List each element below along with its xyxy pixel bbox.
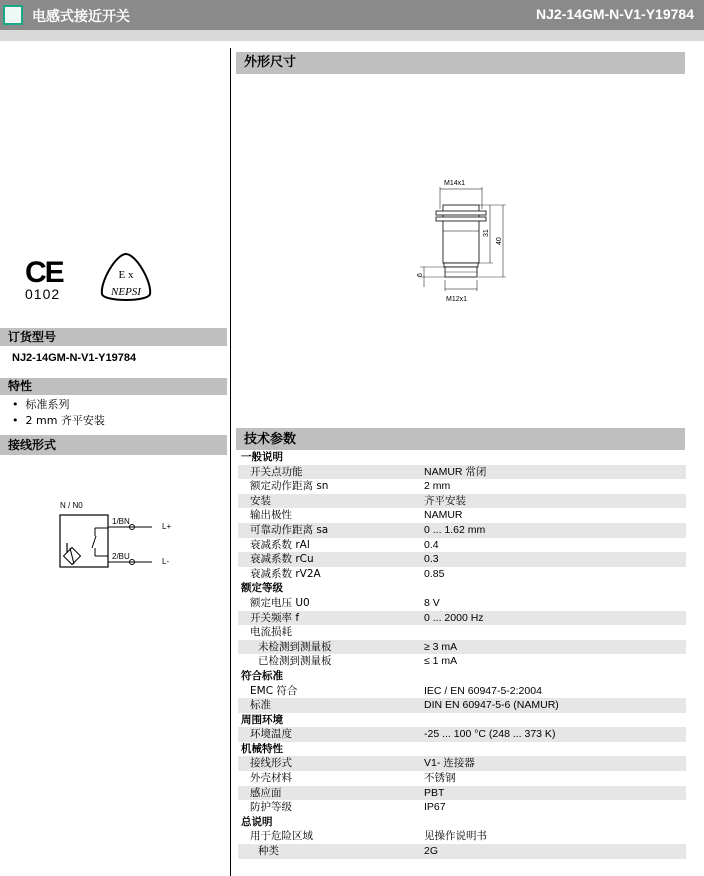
spec-value: NAMUR 常闭 xyxy=(424,465,487,478)
spec-section-label: 一般说明 xyxy=(241,451,283,463)
spec-row xyxy=(238,844,686,859)
order-heading: 订货型号 xyxy=(0,328,227,346)
order-number: NJ2-14GM-N-V1-Y19784 xyxy=(12,352,137,364)
spec-label: 开关点功能 xyxy=(250,465,303,478)
dim-6-label: 6 xyxy=(417,273,424,277)
pin1-label: 1/BN xyxy=(112,517,130,526)
spec-section-header xyxy=(238,713,686,728)
spec-label: 标准 xyxy=(250,699,271,712)
spec-row xyxy=(238,800,686,815)
spec-row xyxy=(238,567,686,582)
ce-mark xyxy=(25,258,63,302)
spec-section-label: 符合标准 xyxy=(241,669,283,682)
spec-label: 额定电压 U0 xyxy=(250,596,310,609)
spec-value: 0 ... 1.62 mm xyxy=(424,523,486,536)
feature-item: • 2 mm 齐平安装 xyxy=(12,414,105,427)
spec-label: 衰减系数 rCu xyxy=(250,553,314,566)
ex-label: E x xyxy=(118,269,134,281)
spec-label: 衰减系数 rAl xyxy=(250,538,310,551)
spec-value: 0 ... 2000 Hz xyxy=(424,611,484,624)
spec-value: V1- 连接器 xyxy=(424,757,475,770)
spec-value: 0.3 xyxy=(424,553,439,566)
spec-value: ≤ 1 mA xyxy=(424,655,458,668)
dimension-drawing xyxy=(400,175,520,315)
feature-item: • 标准系列 xyxy=(12,398,70,411)
spec-value: NAMUR xyxy=(424,509,463,522)
spec-value: 8 V xyxy=(424,596,440,609)
spec-value: ≥ 3 mA xyxy=(424,640,458,653)
spec-value: -25 ... 100 °C (248 ... 373 K) xyxy=(424,728,556,741)
spec-value: IEC / EN 60947-5-2:2004 xyxy=(424,684,542,697)
wiring-heading: 接线形式 xyxy=(0,435,227,455)
spec-label: 防护等级 xyxy=(250,801,292,814)
bottom-thread-label: M12x1 xyxy=(446,296,468,303)
spec-row xyxy=(238,596,686,611)
feature-item-text: 标准系列 xyxy=(25,398,70,411)
spec-row xyxy=(238,552,686,567)
spec-section-label: 机械特性 xyxy=(241,742,283,755)
spec-row xyxy=(238,640,686,655)
spec-row xyxy=(238,771,686,786)
spec-label: 感应面 xyxy=(250,786,282,799)
spec-row xyxy=(238,508,686,523)
spec-row xyxy=(238,698,686,713)
spec-label: 环境温度 xyxy=(250,728,292,741)
spec-section-header xyxy=(238,742,686,757)
spec-label: 额定动作距离 sn xyxy=(250,480,329,493)
page-title: 电感式接近开关 xyxy=(32,9,130,25)
nepsi-label: NEPSI xyxy=(111,286,141,298)
spec-row xyxy=(238,727,686,742)
wiring-top-label: N / N0 xyxy=(60,501,83,510)
spec-row xyxy=(238,625,686,640)
spec-row xyxy=(238,523,686,538)
spec-row xyxy=(238,479,686,494)
feature-item-text: 2 mm 齐平安装 xyxy=(25,414,105,427)
spec-section-header xyxy=(238,450,686,465)
model-title: NJ2-14GM-N-V1-Y19784 xyxy=(536,6,694,22)
spec-section-label: 额定等级 xyxy=(241,582,283,595)
features-heading: 特性 xyxy=(0,378,227,395)
spec-row xyxy=(238,538,686,553)
nepsi-ex-icon xyxy=(96,250,156,306)
spec-section-header xyxy=(238,815,686,830)
spec-label: 接线形式 xyxy=(250,757,292,770)
top-thread-label: M14x1 xyxy=(444,180,466,187)
spec-value: 见操作说明书 xyxy=(424,830,487,843)
spec-section-label: 总说明 xyxy=(241,815,273,828)
spec-row xyxy=(238,494,686,509)
spec-row xyxy=(238,465,686,480)
spec-table xyxy=(238,450,686,859)
spec-label: 输出极性 xyxy=(250,509,292,522)
spec-label: 安装 xyxy=(250,494,271,507)
l-minus-label: L- xyxy=(162,557,170,566)
spec-value: 0.4 xyxy=(424,538,439,551)
spec-label: 电流损耗 xyxy=(250,626,292,639)
spec-value: IP67 xyxy=(424,801,446,814)
ce-symbol: CE xyxy=(25,256,63,289)
column-divider xyxy=(230,48,231,876)
dim-31-label: 31 xyxy=(483,229,490,237)
spec-value: 2 mm xyxy=(424,480,451,493)
spec-row xyxy=(238,611,686,626)
spec-label: 开关频率 f xyxy=(250,611,300,624)
spec-label: 已检测到测量板 xyxy=(258,655,332,668)
spec-row xyxy=(238,684,686,699)
ce-number: 0102 xyxy=(25,286,61,302)
specs-heading: 技术参数 xyxy=(236,428,685,450)
dimensions-heading: 外形尺寸 xyxy=(236,52,685,74)
spec-value: DIN EN 60947-5-6 (NAMUR) xyxy=(424,699,559,712)
spec-label: 未检测到测量板 xyxy=(258,640,332,653)
spec-value: PBT xyxy=(424,786,445,799)
l-plus-label: L+ xyxy=(162,522,172,531)
brand-square-icon xyxy=(3,5,23,25)
wiring-diagram xyxy=(40,498,190,578)
spec-row xyxy=(238,654,686,669)
spec-value: 不锈钢 xyxy=(424,772,456,785)
spec-label: 衰减系数 rV2A xyxy=(250,567,321,580)
spec-row xyxy=(238,829,686,844)
spec-row xyxy=(238,756,686,771)
spec-value: 2G xyxy=(424,845,439,858)
spec-row xyxy=(238,786,686,801)
spec-section-header xyxy=(238,581,686,596)
spec-label: EMC 符合 xyxy=(250,684,298,697)
pin2-label: 2/BU xyxy=(112,552,130,561)
spec-section-header xyxy=(238,669,686,684)
spec-label: 外壳材料 xyxy=(250,772,292,785)
spec-value: 0.85 xyxy=(424,567,445,580)
dim-40-label: 40 xyxy=(496,237,503,245)
spec-section-label: 周围环境 xyxy=(241,713,283,726)
title-band xyxy=(0,30,704,41)
spec-label: 可靠动作距离 sa xyxy=(250,523,329,536)
spec-label: 用于危险区域 xyxy=(250,830,313,843)
title-bar xyxy=(0,0,704,30)
spec-value: 齐平安装 xyxy=(424,494,466,507)
spec-label: 种类 xyxy=(258,845,279,858)
